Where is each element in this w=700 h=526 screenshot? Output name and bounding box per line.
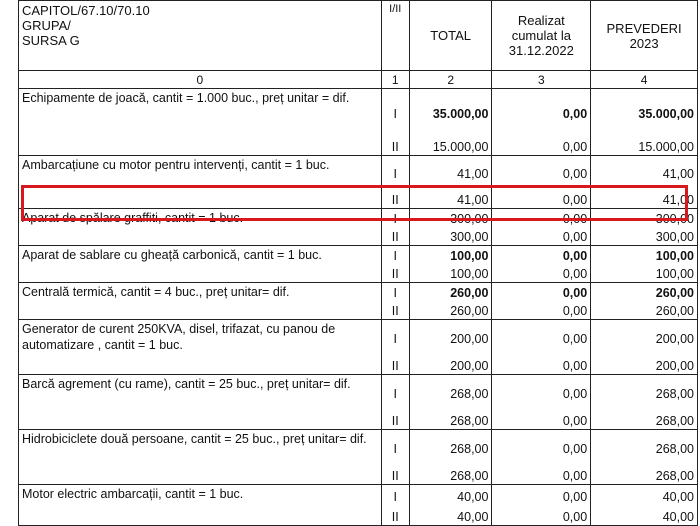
realizat-value: 0,00 bbox=[562, 304, 588, 318]
item-description: Generator de curent 250KVA, disel, trifazat, cu panou de automatizare , cantit = 1 buc. bbox=[19, 320, 382, 375]
prevederi-value-cell bbox=[591, 320, 698, 375]
item-description: Hidrobiciclete două persoane, cantit = 25 buc., preț unitar= dif. bbox=[19, 430, 382, 485]
total-value: 41,00 bbox=[457, 193, 489, 207]
total-value-cell bbox=[409, 430, 492, 485]
prevederi-value: 268,00 bbox=[655, 414, 694, 428]
item-description: Echipamente de joacă, cantit = 1.000 buc., preț unitar = dif. bbox=[19, 89, 382, 156]
total-header: TOTAL bbox=[409, 1, 492, 71]
total-value: 200,00 bbox=[450, 359, 489, 373]
prevederi-value-cell bbox=[591, 246, 698, 283]
roman-numeral-cell bbox=[381, 375, 409, 430]
item-description: Ambarcațiune cu motor pentru intervenți, cantit = 1 buc. bbox=[19, 156, 382, 209]
roman-numeral-cell bbox=[381, 485, 409, 526]
total-value: 300,00 bbox=[450, 212, 489, 226]
realizat-value-cell bbox=[492, 320, 591, 375]
chapter-line: CAPITOL/67.10/70.10 bbox=[22, 3, 150, 18]
realizat-value: 0,00 bbox=[562, 387, 588, 401]
prevederi-value: 100,00 bbox=[655, 249, 694, 263]
prevederi-value-cell bbox=[591, 485, 698, 526]
prevederi-value: 260,00 bbox=[655, 286, 694, 300]
prevederi-value-cell bbox=[591, 430, 698, 485]
roman-numeral: II bbox=[391, 304, 399, 318]
roman-numeral: II bbox=[391, 267, 399, 281]
roman-numeral-cell bbox=[381, 246, 409, 283]
realizat-value: 0,00 bbox=[562, 193, 588, 207]
table-row bbox=[19, 375, 698, 430]
item-description: Aparat de sablare cu gheață carbonică, cantit = 1 buc. bbox=[19, 246, 382, 283]
realizat-value-cell bbox=[492, 430, 591, 485]
total-value: 100,00 bbox=[450, 249, 489, 263]
realizat-value-cell bbox=[492, 209, 591, 246]
chapter-line: SURSA G bbox=[22, 33, 80, 48]
prevederi-value: 15.000,00 bbox=[638, 140, 694, 154]
column-number: 0 bbox=[19, 71, 382, 89]
prevederi-value: 200,00 bbox=[655, 332, 694, 346]
item-description: Barcă agrement (cu rame), cantit = 25 buc., preț unitar= dif. bbox=[19, 375, 382, 430]
header-row bbox=[19, 1, 698, 71]
column-number: 1 bbox=[381, 71, 409, 89]
roman-numeral: II bbox=[391, 193, 399, 207]
prevederi-value: 40,00 bbox=[662, 510, 694, 524]
table-row bbox=[19, 246, 698, 283]
total-value-cell bbox=[409, 89, 492, 156]
item-description: Aparat de spălare graffiti, cantit = 1 buc. bbox=[19, 209, 382, 246]
roman-numeral: II bbox=[391, 230, 399, 244]
table-row bbox=[19, 485, 698, 526]
realizat-value: 0,00 bbox=[562, 212, 588, 226]
roman-numeral: I bbox=[393, 490, 397, 504]
prevederi-value: 200,00 bbox=[655, 359, 694, 373]
realizat-value: 0,00 bbox=[562, 359, 588, 373]
realizat-value: 0,00 bbox=[562, 107, 588, 121]
column-number: 3 bbox=[492, 71, 591, 89]
total-value: 40,00 bbox=[457, 490, 489, 504]
roman-numeral: I bbox=[393, 332, 397, 346]
prevederi-value-cell bbox=[591, 89, 698, 156]
roman-numeral: I bbox=[393, 212, 397, 226]
total-value-cell bbox=[409, 283, 492, 320]
realizat-value-cell bbox=[492, 89, 591, 156]
roman-numeral: II bbox=[391, 359, 399, 373]
realizat-value: 0,00 bbox=[562, 442, 588, 456]
realizat-value: 0,00 bbox=[562, 286, 588, 300]
roman-header: I/II bbox=[381, 1, 409, 71]
column-number: 2 bbox=[409, 71, 492, 89]
chapter-cell bbox=[19, 1, 382, 71]
roman-numeral: I bbox=[393, 167, 397, 181]
total-value: 41,00 bbox=[457, 167, 489, 181]
roman-numeral-cell bbox=[381, 320, 409, 375]
table-row bbox=[19, 89, 698, 156]
total-value-cell bbox=[409, 320, 492, 375]
prevederi-value: 268,00 bbox=[655, 469, 694, 483]
table-row bbox=[19, 320, 698, 375]
prevederi-value: 268,00 bbox=[655, 387, 694, 401]
total-value: 300,00 bbox=[450, 230, 489, 244]
total-value-cell bbox=[409, 485, 492, 526]
roman-numeral: I bbox=[393, 107, 397, 121]
prevederi-value: 260,00 bbox=[655, 304, 694, 318]
table-row bbox=[19, 156, 698, 209]
realizat-header bbox=[492, 1, 591, 71]
realizat-value: 0,00 bbox=[562, 230, 588, 244]
total-value: 268,00 bbox=[450, 469, 489, 483]
column-number-row bbox=[19, 71, 698, 89]
total-value: 35.000,00 bbox=[432, 107, 489, 121]
prevederi-value: 40,00 bbox=[662, 490, 694, 504]
prevederi-header-line: PREVEDERI bbox=[606, 20, 682, 36]
column-number: 4 bbox=[591, 71, 698, 89]
prevederi-value: 300,00 bbox=[655, 212, 694, 226]
prevederi-value: 100,00 bbox=[655, 267, 694, 281]
realizat-value: 0,00 bbox=[562, 490, 588, 504]
total-value: 15.000,00 bbox=[432, 140, 489, 154]
roman-numeral-cell bbox=[381, 209, 409, 246]
prevederi-value: 35.000,00 bbox=[638, 107, 694, 121]
prevederi-value: 300,00 bbox=[655, 230, 694, 244]
item-description: Centrală termică, cantit = 4 buc., preț unitar= dif. bbox=[19, 283, 382, 320]
roman-numeral-cell bbox=[381, 283, 409, 320]
realizat-header-line: 31.12.2022 bbox=[508, 43, 574, 58]
roman-numeral: II bbox=[391, 140, 399, 154]
total-value: 100,00 bbox=[450, 267, 489, 281]
total-value: 260,00 bbox=[450, 286, 489, 300]
total-value: 268,00 bbox=[450, 387, 489, 401]
realizat-value-cell bbox=[492, 156, 591, 209]
roman-numeral: I bbox=[393, 286, 397, 300]
realizat-value-cell bbox=[492, 283, 591, 320]
prevederi-value-cell bbox=[591, 209, 698, 246]
realizat-value-cell bbox=[492, 375, 591, 430]
table-row bbox=[19, 209, 698, 246]
roman-numeral: II bbox=[391, 469, 399, 483]
total-value-cell bbox=[409, 156, 492, 209]
roman-numeral: I bbox=[393, 442, 397, 456]
total-value: 268,00 bbox=[450, 442, 489, 456]
realizat-header-line: cumulat la bbox=[511, 28, 571, 43]
prevederi-header-line: 2023 bbox=[629, 35, 659, 51]
realizat-value: 0,00 bbox=[562, 414, 588, 428]
total-value-cell bbox=[409, 209, 492, 246]
realizat-value: 0,00 bbox=[562, 249, 588, 263]
realizat-value-cell bbox=[492, 246, 591, 283]
chapter-line: GRUPA/ bbox=[22, 18, 71, 33]
budget-table bbox=[18, 0, 698, 526]
realizat-value: 0,00 bbox=[562, 332, 588, 346]
roman-numeral: II bbox=[391, 510, 399, 524]
table-row bbox=[19, 430, 698, 485]
realizat-value: 0,00 bbox=[562, 167, 588, 181]
realizat-value: 0,00 bbox=[562, 140, 588, 154]
total-value-cell bbox=[409, 375, 492, 430]
roman-numeral-cell bbox=[381, 430, 409, 485]
roman-numeral: I bbox=[393, 249, 397, 263]
prevederi-value-cell bbox=[591, 375, 698, 430]
roman-numeral-cell bbox=[381, 156, 409, 209]
realizat-header-line: Realizat bbox=[517, 13, 565, 28]
prevederi-header bbox=[591, 1, 698, 71]
prevederi-value-cell bbox=[591, 283, 698, 320]
prevederi-value-cell bbox=[591, 156, 698, 209]
roman-numeral-cell bbox=[381, 89, 409, 156]
item-description: Motor electric ambarcații, cantit = 1 buc. bbox=[19, 485, 382, 526]
table-row bbox=[19, 283, 698, 320]
prevederi-value: 268,00 bbox=[655, 442, 694, 456]
total-value: 200,00 bbox=[450, 332, 489, 346]
prevederi-value: 41,00 bbox=[662, 167, 694, 181]
realizat-value: 0,00 bbox=[562, 469, 588, 483]
prevederi-value: 41,00 bbox=[662, 193, 694, 207]
realizat-value: 0,00 bbox=[562, 267, 588, 281]
total-value-cell bbox=[409, 246, 492, 283]
roman-numeral: I bbox=[393, 387, 397, 401]
realizat-value: 0,00 bbox=[562, 510, 588, 524]
total-value: 268,00 bbox=[450, 414, 489, 428]
total-value: 40,00 bbox=[457, 510, 489, 524]
total-value: 260,00 bbox=[450, 304, 489, 318]
realizat-value-cell bbox=[492, 485, 591, 526]
roman-numeral: II bbox=[391, 414, 399, 428]
